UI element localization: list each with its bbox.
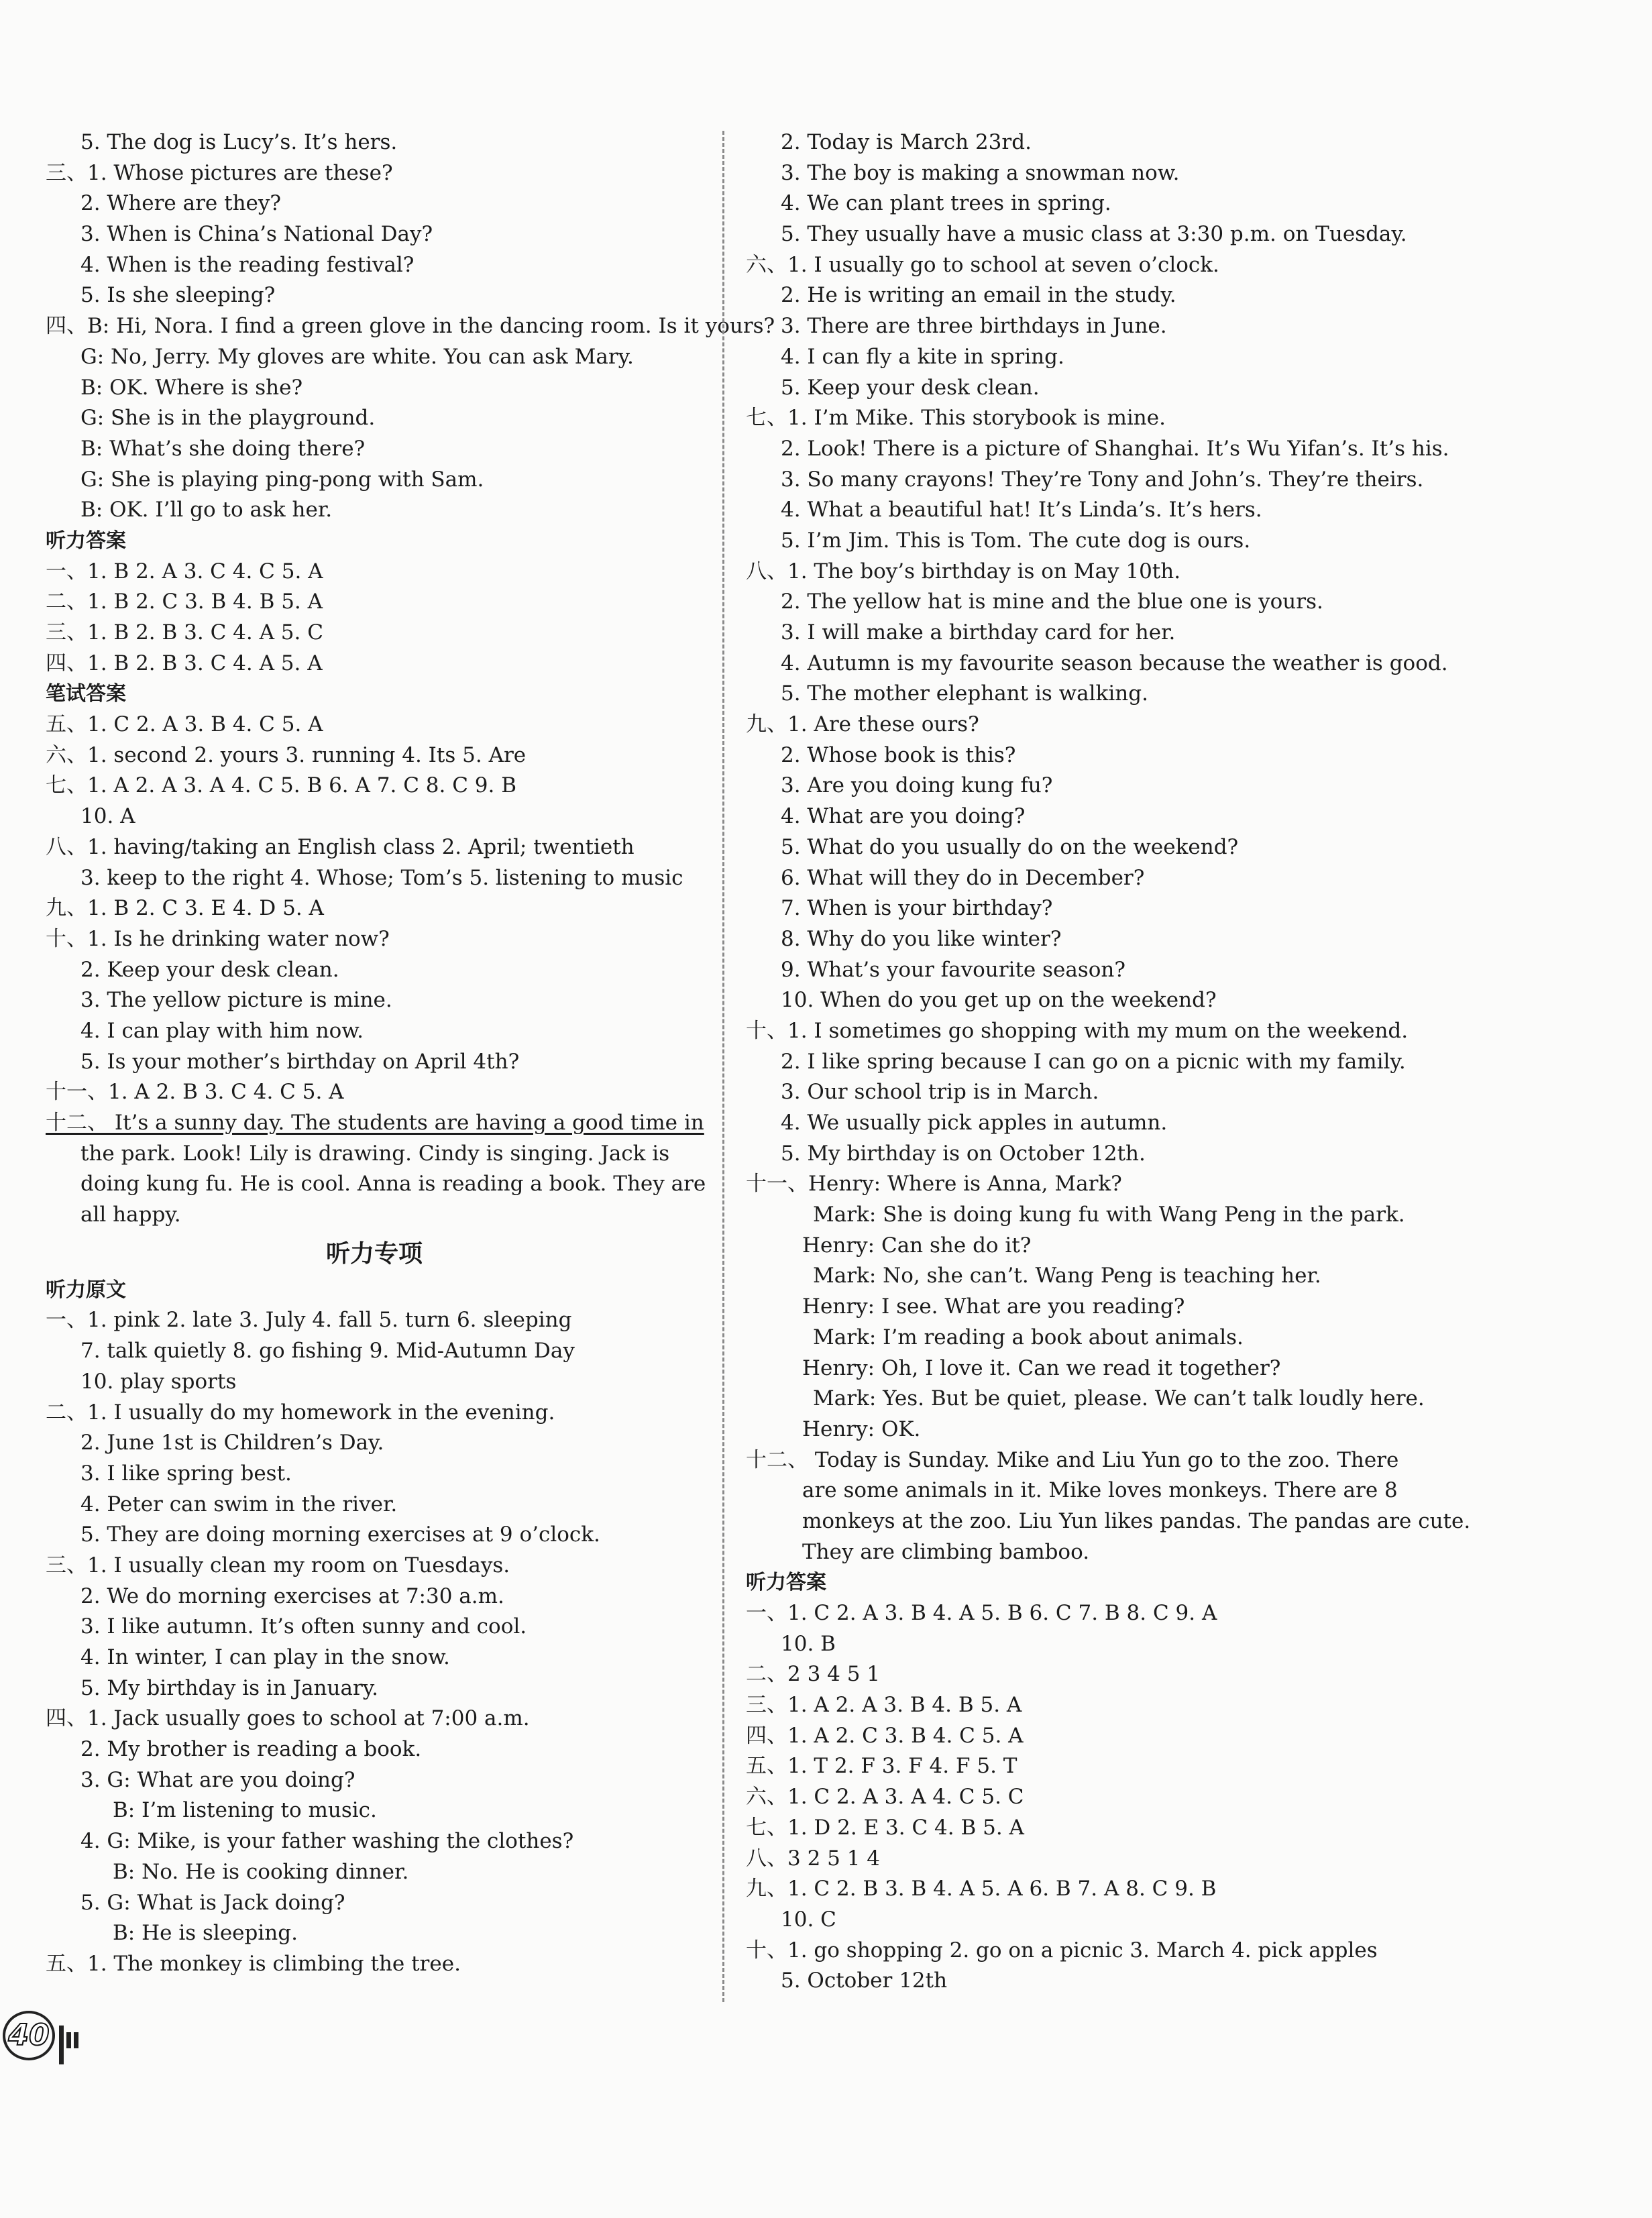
answer-line: 5. What do you usually do on the weekend?	[781, 834, 1239, 859]
answer-line: 10. B	[781, 1631, 836, 1656]
answer-line: 四、B: Hi, Nora. I find a green glove in the dancing room. Is it yours?	[46, 314, 775, 339]
answer-line: 2. Whose book is this?	[781, 742, 1016, 767]
answer-line: 5. The mother elephant is walking.	[781, 681, 1148, 706]
answer-line: 5. Keep your desk clean.	[781, 375, 1040, 400]
answer-line: 八、1. The boy’s birthday is on May 10th.	[746, 559, 1181, 584]
answer-line: 3. When is China’s National Day?	[80, 222, 433, 247]
answer-line: all happy.	[80, 1203, 181, 1227]
answer-line: 5. I’m Jim. This is Tom. The cute dog is ours.	[781, 528, 1251, 553]
answer-line: B: OK. I’ll go to ask her.	[80, 498, 333, 522]
answer-line: 3. There are three birthdays in June.	[781, 314, 1167, 339]
section-heading: 听力答案	[746, 1571, 826, 1595]
answer-line: 7. talk quietly 8. go fishing 9. Mid-Autumn Day	[80, 1339, 575, 1364]
answer-line: 七、1. D 2. E 3. C 4. B 5. A	[746, 1815, 1024, 1840]
answer-line: 二、1. B 2. C 3. B 4. B 5. A	[46, 590, 323, 614]
answer-line: 九、1. B 2. C 3. E 4. D 5. A	[46, 896, 324, 921]
answer-line: 八、1. having/taking an English class 2. April; twentieth	[46, 834, 635, 859]
answer-line: 3. So many crayons! They’re Tony and John’s. They’re theirs.	[781, 467, 1424, 492]
answer-line: Henry: OK.	[802, 1417, 921, 1441]
answer-line: 4. We can plant trees in spring.	[781, 191, 1111, 216]
bars-icon	[59, 2026, 83, 2064]
answer-line: 九、1. C 2. B 3. B 4. A 5. A 6. B 7. A 8. C 9. B	[746, 1877, 1217, 1901]
answer-line: B: He is sleeping.	[113, 1921, 298, 1946]
answer-line: 3. I like autumn. It’s often sunny and cool.	[80, 1614, 527, 1639]
section-heading: 听力专项	[325, 1239, 423, 1268]
answer-line: 4. I can fly a kite in spring.	[781, 344, 1064, 369]
answer-line: 三、1. I usually clean my room on Tuesdays.	[46, 1553, 510, 1577]
answer-line: 4. Peter can swim in the river.	[80, 1492, 398, 1516]
answer-line: 2. Where are they?	[80, 191, 282, 216]
answer-line: Mark: She is doing kung fu with Wang Peng in the park.	[813, 1203, 1405, 1227]
answer-line: 八、3 2 5 1 4	[746, 1846, 881, 1871]
answer-line: 5. They are doing morning exercises at 9 o’clock.	[80, 1522, 600, 1547]
answer-line: are some animals in it. Mike loves monkeys. There are 8	[802, 1478, 1398, 1503]
answer-line: 4. G: Mike, is your father washing the clothes?	[80, 1829, 574, 1854]
answer-line: 10. C	[781, 1907, 836, 1932]
answer-line: 10. When do you get up on the weekend?	[781, 988, 1217, 1013]
answer-line: Henry: Can she do it?	[802, 1233, 1032, 1258]
answer-line: 3. I like spring best.	[80, 1461, 292, 1486]
page-number: 40	[3, 2011, 55, 2060]
answer-line: 一、1. C 2. A 3. B 4. A 5. B 6. C 7. B 8. C 9. A	[746, 1601, 1217, 1625]
answer-line: 十二、 It’s a sunny day. The students are having a good time in	[46, 1111, 704, 1135]
answer-line: They are climbing bamboo.	[802, 1539, 1090, 1564]
answer-line: 8. Why do you like winter?	[781, 926, 1062, 951]
answer-line: 2. Keep your desk clean.	[80, 957, 339, 982]
answer-line: 4. We usually pick apples in autumn.	[781, 1111, 1168, 1135]
answer-line: 四、1. Jack usually goes to school at 7:00 a.m.	[46, 1706, 530, 1731]
answer-line: 4. What are you doing?	[781, 804, 1026, 829]
answer-line: 二、2 3 4 5 1	[746, 1662, 881, 1687]
answer-line: 4. What a beautiful hat! It’s Linda’s. It’s hers.	[781, 498, 1262, 522]
answer-line: Henry: I see. What are you reading?	[802, 1294, 1185, 1319]
answer-line: 四、1. B 2. B 3. C 4. A 5. A	[46, 651, 323, 675]
answer-line: 十一、Henry: Where is Anna, Mark?	[746, 1172, 1122, 1197]
answer-line: 一、1. B 2. A 3. C 4. C 5. A	[46, 559, 323, 584]
answer-line: 七、1. I’m Mike. This storybook is mine.	[746, 406, 1166, 431]
answer-line: 三、1. A 2. A 3. B 4. B 5. A	[746, 1693, 1022, 1718]
answer-line: 六、1. I usually go to school at seven o’clock.	[746, 252, 1219, 277]
answer-line: 3. I will make a birthday card for her.	[781, 620, 1176, 645]
answer-line: 5. Is she sleeping?	[80, 283, 276, 308]
answer-line: 六、1. C 2. A 3. A 4. C 5. C	[746, 1785, 1024, 1810]
answer-line: B: I’m listening to music.	[113, 1798, 377, 1823]
answer-line: 2. My brother is reading a book.	[80, 1737, 422, 1762]
answer-line: 十二、 Today is Sunday. Mike and Liu Yun go to the zoo. There	[746, 1447, 1399, 1472]
answer-line: 5. Is your mother’s birthday on April 4th?	[80, 1049, 520, 1074]
answer-line: 2. June 1st is Children’s Day.	[80, 1431, 384, 1455]
answer-line: Henry: Oh, I love it. Can we read it together?	[802, 1355, 1281, 1380]
answer-line: 5. My birthday is in January.	[80, 1675, 379, 1700]
answer-line: 4. I can play with him now.	[80, 1018, 364, 1043]
answer-line: 四、1. A 2. C 3. B 4. C 5. A	[746, 1723, 1024, 1748]
answer-line: 十、1. I sometimes go shopping with my mum on the weekend.	[746, 1018, 1409, 1043]
answer-line: B: OK. Where is she?	[80, 375, 303, 400]
page-number-badge	[3, 2005, 83, 2062]
column-divider	[722, 131, 724, 2002]
answer-line: 4. Autumn is my favourite season because the weather is good.	[781, 651, 1448, 675]
answer-line: 2. Look! There is a picture of Shanghai. It’s Wu Yifan’s. It’s his.	[781, 436, 1449, 461]
answer-line: 9. What’s your favourite season?	[781, 957, 1126, 982]
answer-line: 5. My birthday is on October 12th.	[781, 1141, 1146, 1166]
answer-line: G: No, Jerry. My gloves are white. You can ask Mary.	[80, 344, 634, 369]
answer-line: 5. They usually have a music class at 3:30 p.m. on Tuesday.	[781, 222, 1407, 247]
section-heading: 笔试答案	[46, 682, 126, 706]
section-heading: 听力答案	[46, 529, 126, 553]
answer-line: 4. When is the reading festival?	[80, 252, 415, 277]
answer-line: 5. G: What is Jack doing?	[80, 1890, 345, 1915]
answer-line: 七、1. A 2. A 3. A 4. C 5. B 6. A 7. C 8. C 9. B	[46, 773, 516, 798]
left-column	[46, 127, 775, 1980]
section-heading: 听力原文	[46, 1278, 126, 1302]
answer-line: 2. I like spring because I can go on a picnic with my family.	[781, 1049, 1406, 1074]
answer-line: the park. Look! Lily is drawing. Cindy is singing. Jack is	[80, 1141, 670, 1166]
answer-line: 十一、1. A 2. B 3. C 4. C 5. A	[46, 1080, 344, 1105]
answer-line: monkeys at the zoo. Liu Yun likes pandas. The pandas are cute.	[802, 1508, 1471, 1533]
answer-line: 三、1. B 2. B 3. C 4. A 5. C	[46, 620, 323, 645]
right-column	[746, 127, 1471, 1997]
answer-line: 3. The yellow picture is mine.	[80, 988, 392, 1013]
answer-line: 2. We do morning exercises at 7:30 a.m.	[80, 1584, 504, 1608]
answer-line: 五、1. C 2. A 3. B 4. C 5. A	[46, 712, 323, 737]
answer-line: G: She is playing ping-pong with Sam.	[80, 467, 484, 492]
answer-line: 二、1. I usually do my homework in the evening.	[46, 1400, 555, 1425]
answer-line: Mark: No, she can’t. Wang Peng is teaching her.	[813, 1264, 1321, 1288]
answer-line: 4. In winter, I can play in the snow.	[80, 1645, 450, 1669]
answer-line: 3. Our school trip is in March.	[781, 1080, 1099, 1105]
answer-line: 6. What will they do in December?	[781, 865, 1145, 890]
answer-line: 十、1. go shopping 2. go on a picnic 3. March 4. pick apples	[746, 1938, 1378, 1962]
answer-line: 九、1. Are these ours?	[746, 712, 979, 737]
answer-line: 三、1. Whose pictures are these?	[46, 160, 393, 185]
answer-line: 2. The yellow hat is mine and the blue one is yours.	[781, 590, 1323, 614]
answer-line: 一、1. pink 2. late 3. July 4. fall 5. turn 6. sleeping	[46, 1308, 572, 1333]
answer-line: 5. The dog is Lucy’s. It’s hers.	[80, 130, 398, 154]
answer-line: 10. play sports	[80, 1369, 237, 1394]
answer-line: 2. Today is March 23rd.	[781, 130, 1032, 154]
answer-line: 10. A	[80, 804, 135, 829]
answer-line: B: What’s she doing there?	[80, 436, 366, 461]
answer-line: G: She is in the playground.	[80, 406, 376, 431]
answer-line: 3. The boy is making a snowman now.	[781, 160, 1180, 185]
answer-line: doing kung fu. He is cool. Anna is reading a book. They are	[80, 1172, 706, 1197]
answer-line: 五、1. T 2. F 3. F 4. F 5. T	[746, 1754, 1017, 1779]
answer-line: 3. G: What are you doing?	[80, 1767, 355, 1792]
answer-line: Mark: Yes. But be quiet, please. We can’t talk loudly here.	[813, 1386, 1425, 1411]
answer-line: 5. October 12th	[781, 1969, 948, 1993]
answer-line: 7. When is your birthday?	[781, 896, 1053, 921]
answer-line: B: No. He is cooking dinner.	[113, 1859, 409, 1884]
answer-line: Mark: I’m reading a book about animals.	[813, 1325, 1244, 1349]
answer-line: 六、1. second 2. yours 3. running 4. Its 5. Are	[46, 742, 527, 767]
answer-line: 3. Are you doing kung fu?	[781, 773, 1053, 798]
answer-line: 2. He is writing an email in the study.	[781, 283, 1176, 308]
answer-line: 3. keep to the right 4. Whose; Tom’s 5. listening to music	[80, 865, 683, 890]
answer-line: 十、1. Is he drinking water now?	[46, 926, 390, 951]
answer-line: 五、1. The monkey is climbing the tree.	[46, 1951, 461, 1976]
